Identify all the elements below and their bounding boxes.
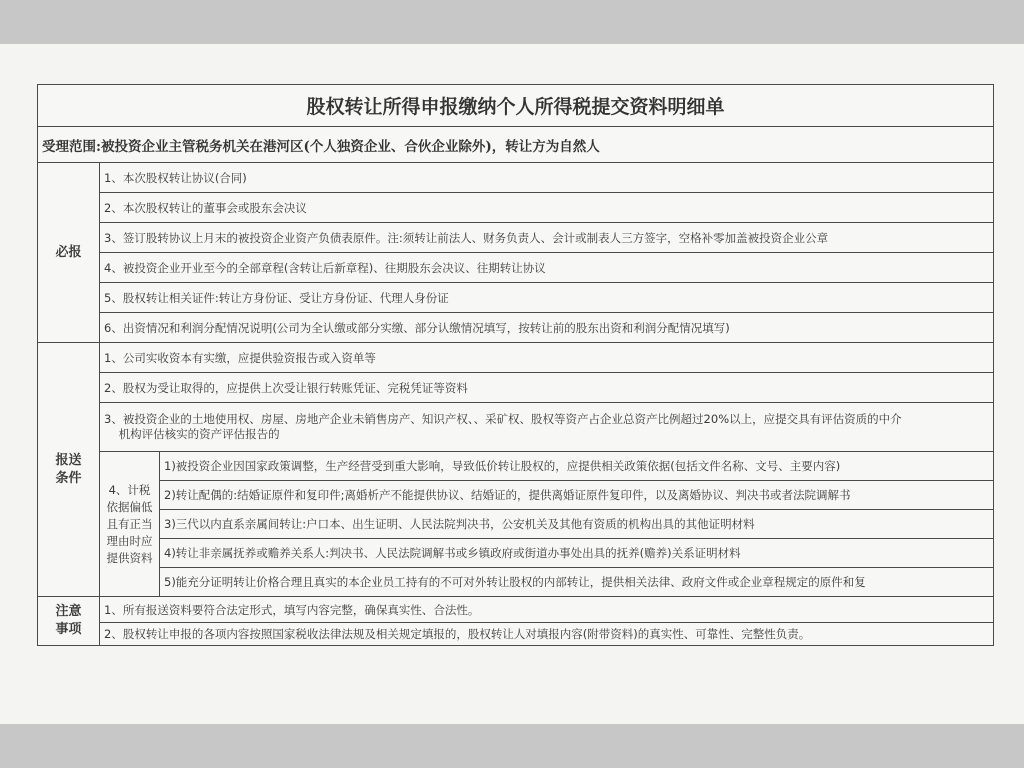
required-item: 2、本次股权转让的董事会或股东会决议 <box>100 193 994 223</box>
required-label: 必报 <box>38 163 100 343</box>
materials-table <box>37 84 994 646</box>
notes-item: 1、所有报送资料要符合法定形式，填写内容完整，确保真实性、合法性。 <box>100 597 994 623</box>
required-row <box>38 313 994 343</box>
document-title: 股权转让所得申报缴纳个人所得税提交资料明细单 <box>38 85 994 127</box>
required-row <box>38 253 994 283</box>
required-item: 3、签订股转协议上月末的被投资企业资产负债表原件。注:须转让前法人、财务负责人、会计或制表人三方签字，空格补零加盖被投资企业公章 <box>100 223 994 253</box>
title-row <box>38 85 994 127</box>
required-row <box>38 193 994 223</box>
conditional-row <box>38 343 994 373</box>
required-item: 4、被投资企业开业至今的全部章程(含转让后新章程)、往期股东会决议、往期转让协议 <box>100 253 994 283</box>
conditional-item: 1、公司实收资本有实缴，应提供验资报告或入资单等 <box>100 343 994 373</box>
required-row <box>38 163 994 193</box>
conditional-row <box>38 373 994 403</box>
low-basis-item: 2)转让配偶的:结婚证原件和复印件;离婚析产不能提供协议、结婚证的，提供离婚证原件复印件，以及离婚协议、判决书或者法院调解书 <box>160 481 994 510</box>
low-basis-item: 3)三代以内直系亲属间转让:户口本、出生证明、人民法院判决书，公安机关及其他有资质的机构出具的其他证明材料 <box>160 510 994 539</box>
conditional-sub-row <box>38 452 994 481</box>
low-basis-label: 4、计税 依据偏低 且有正当 理由时应 提供资料 <box>100 452 160 597</box>
notes-item: 2、股权转让申报的各项内容按照国家税收法律法规及相关规定填报的，股权转让人对填报内容(附带资料)的真实性、可靠性、完整性负责。 <box>100 623 994 646</box>
conditional-sub-row <box>38 481 994 510</box>
scope-text: 受理范围:被投资企业主管税务机关在港河区(个人独资企业、合伙企业除外)，转让方为自然人 <box>38 127 994 163</box>
notes-row <box>38 623 994 646</box>
required-item: 1、本次股权转让协议(合同) <box>100 163 994 193</box>
low-basis-item: 4)转让非亲属抚养或赡养关系人:判决书、人民法院调解书或乡镇政府或街道办事处出具的抚养(赡养)关系证明材料 <box>160 539 994 568</box>
required-item: 6、出资情况和利润分配情况说明(公司为全认缴或部分实缴、部分认缴情况填写，按转让前的股东出资和利润分配情况填写) <box>100 313 994 343</box>
conditional-sub-row <box>38 539 994 568</box>
scope-row <box>38 127 994 163</box>
document-page <box>0 44 1024 724</box>
conditional-sub-row <box>38 568 994 597</box>
required-row <box>38 223 994 253</box>
conditional-item: 3、被投资企业的土地使用权、房屋、房地产企业未销售房产、知识产权、、采矿权、股权等资产占企业总资产比例超过20%以上，应提交具有评估资质的中介 机构评估核实的资产评估报告的 <box>100 403 994 452</box>
required-item: 5、股权转让相关证件:转让方身份证、受让方身份证、代理人身份证 <box>100 283 994 313</box>
low-basis-item: 5)能充分证明转让价格合理且真实的本企业员工持有的不可对外转让股权的内部转让，提供相关法律、政府文件或企业章程规定的原件和复 <box>160 568 994 597</box>
required-row <box>38 283 994 313</box>
conditional-label: 报送 条件 <box>38 343 100 597</box>
conditional-sub-row <box>38 510 994 539</box>
notes-row <box>38 597 994 623</box>
conditional-item: 2、股权为受让取得的，应提供上次受让银行转账凭证、完税凭证等资料 <box>100 373 994 403</box>
conditional-row <box>38 403 994 452</box>
low-basis-item: 1)被投资企业因国家政策调整，生产经营受到重大影响，导致低价转让股权的，应提供相关政策依据(包括文件名称、文号、主要内容) <box>160 452 994 481</box>
notes-label: 注意 事项 <box>38 597 100 646</box>
